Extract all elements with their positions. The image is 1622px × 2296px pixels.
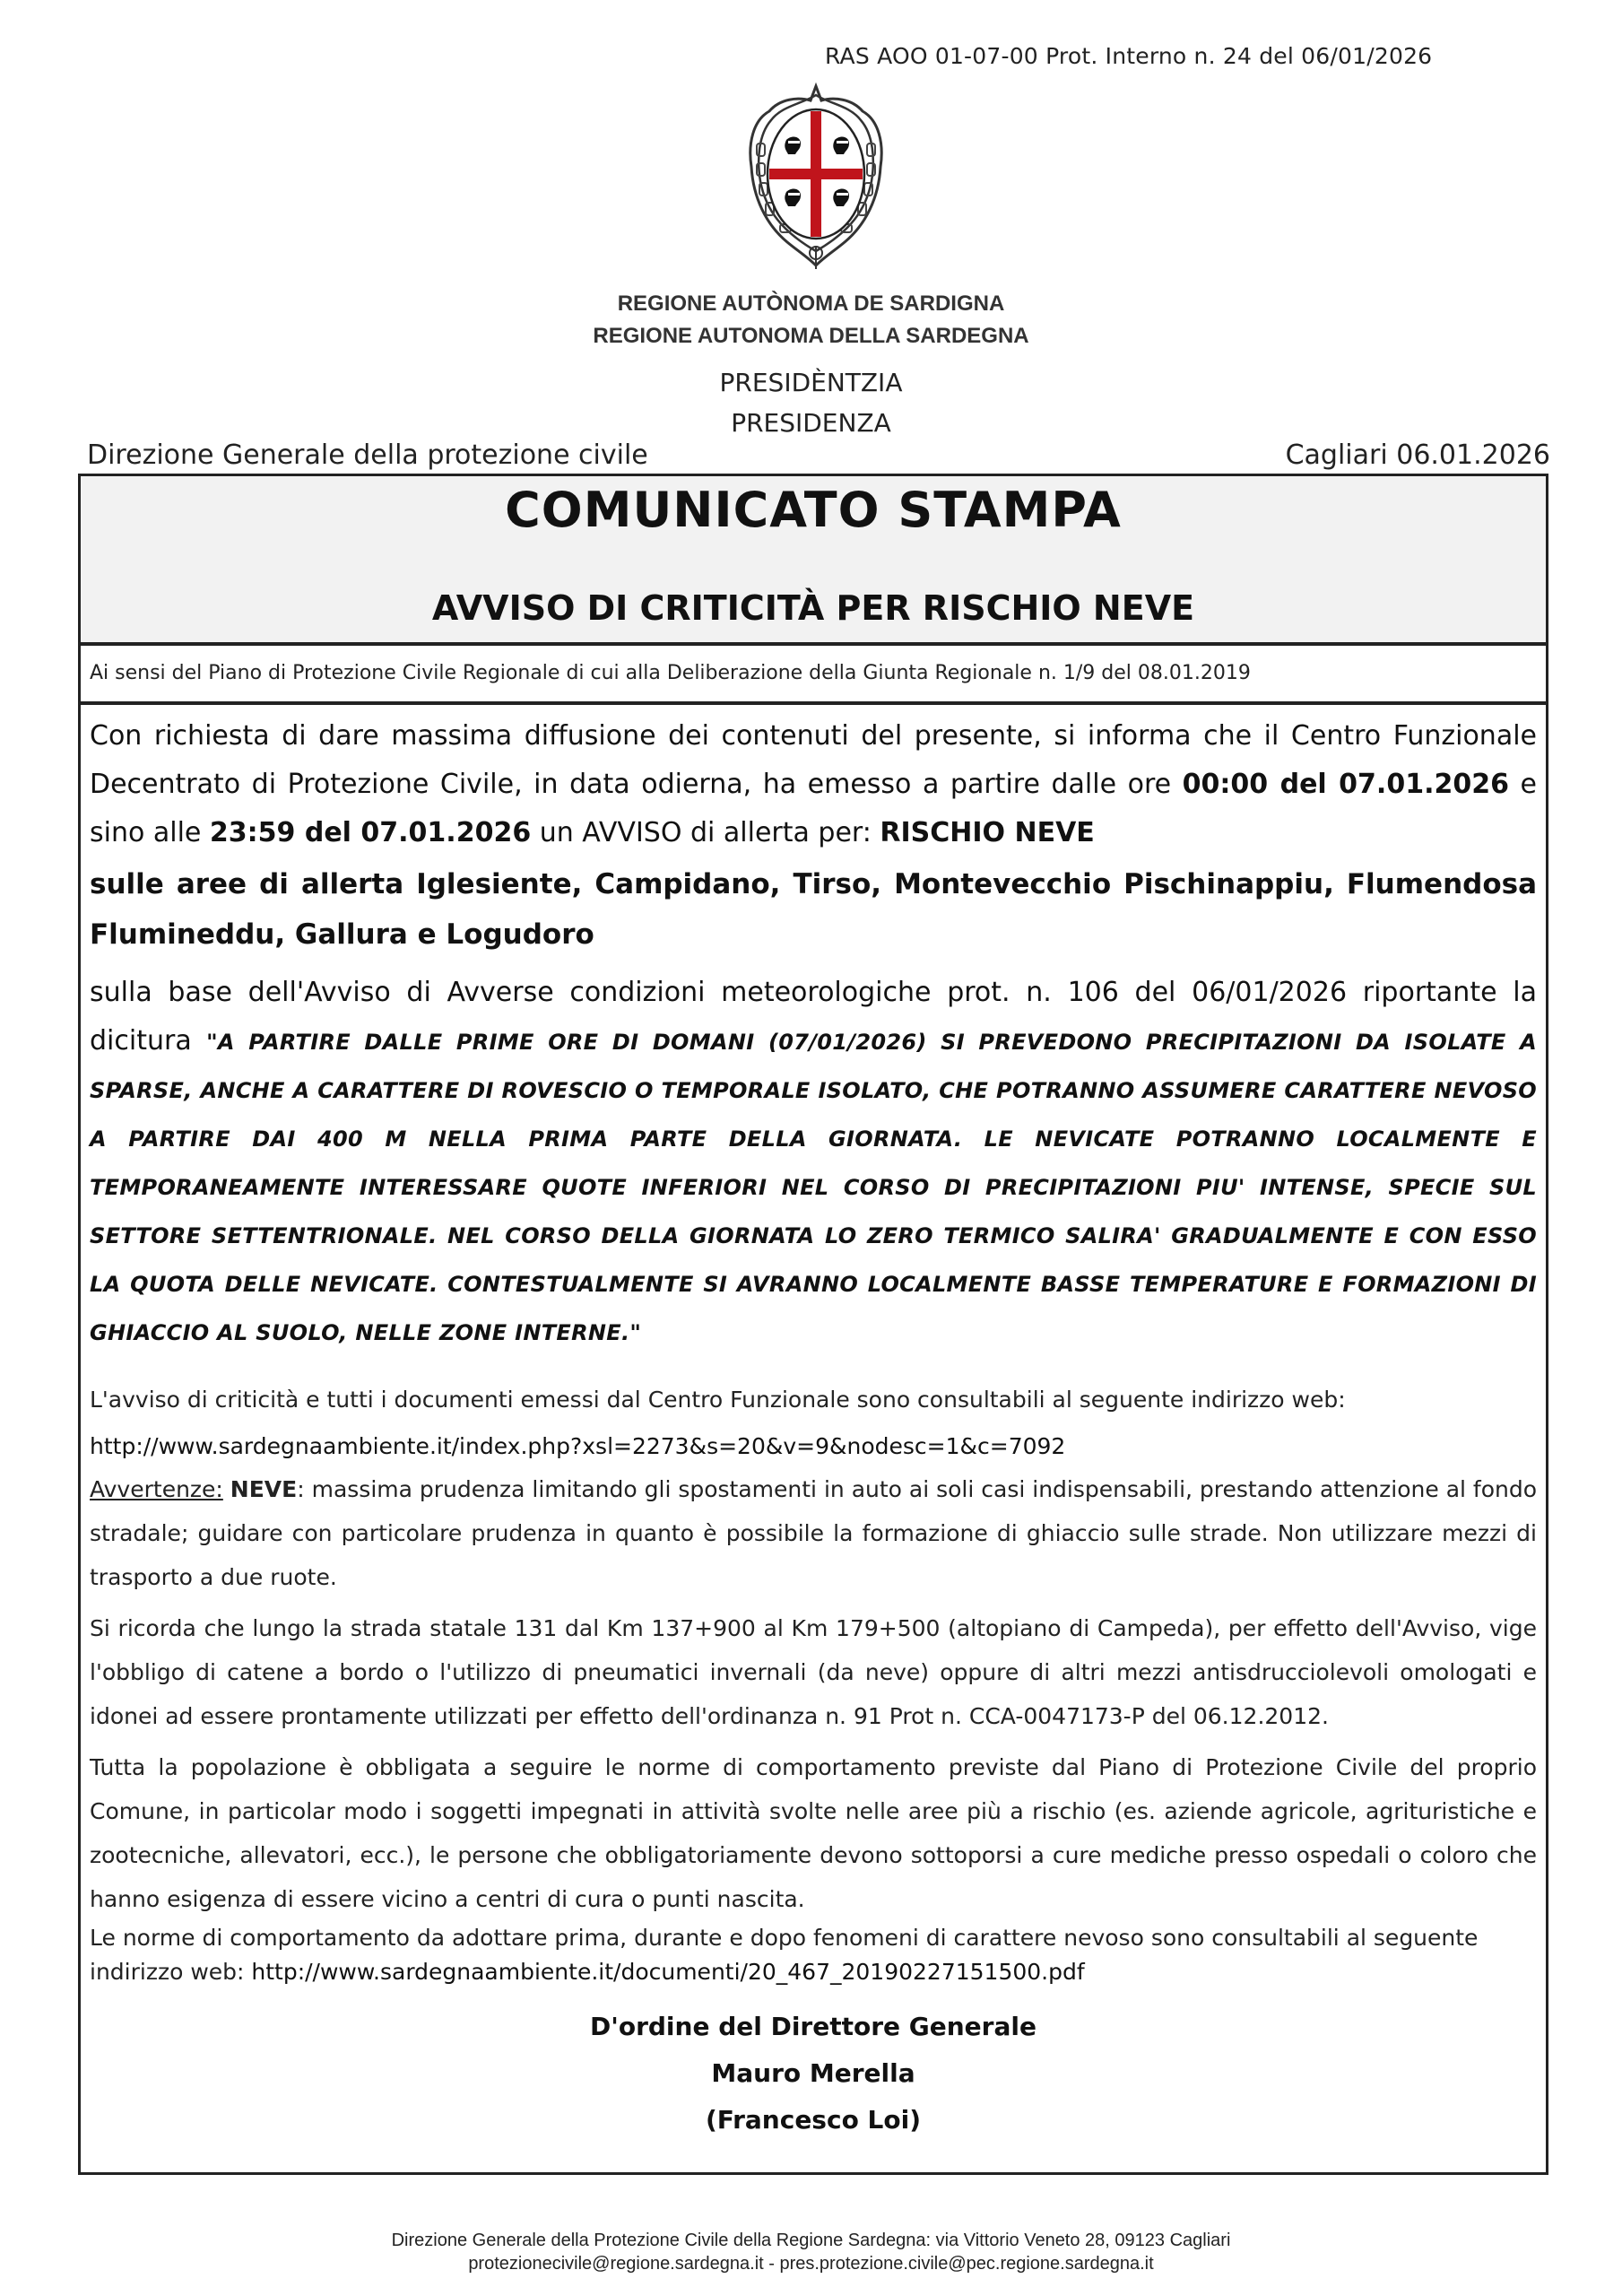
norms-text: Le norme di comportamento da adottare prima, durante e dopo fenomeni di carattere nevoso sono consultabili al seguente indirizzo web: — [90, 1925, 1479, 1985]
footer-emails: protezionecivile@regione.sardegna.it - pres.protezione.civile@pec.regione.sardegna.it — [468, 2254, 1154, 2274]
region-name-italian: REGIONE AUTONOMA DELLA SARDEGNA — [593, 324, 1029, 348]
footer-address: Direzione Generale della Protezione Civile della Regione Sardegna: via Vittorio Veneto 28, 09123 Cagliari — [391, 2231, 1231, 2250]
weather-quote: "A PARTIRE DALLE PRIME ORE DI DOMANI (07/01/2026) SI PREVEDONO PRECIPITAZIONI DA ISOLATE A SPARSE, ANCHE A CARATTERE DI ROVESCIO O TEMPORALE ISOLATO, CHE POTRANNO ASSUMERE CARATTERE NEVOSO A PARTIRE DAI 400 M NELLA PRIMA PARTE DELLA GIORNATA. LE NEVICATE POTRANNO LOCALMENTE E TEMPORANEAMENTE INTERESSARE QUOTE INFERIORI NEL CORSO DI PRECIPITAZIONI PIU' INTENSE, SPECIE SUL SETTORE SETTENTRIONALE. NEL CORSO DELLA GIORNATA LO ZERO TERMICO SALIRA' GRADUALMENTE E CON ESSO LA QUOTA DELLE NEVICATE. CONTESTUALMENTE SI AVRANNO LOCALMENTE BASSE TEMPERATURE E FORMAZIONI DI GHIACCIO AL SUOLO, NELLE ZONE INTERNE." — [90, 1030, 1537, 1345]
page-title: COMUNICATO STAMPA — [505, 482, 1122, 538]
norms-url-link[interactable]: http://www.sardegnaambiente.it/documenti/20_467_20190227151500.pdf — [251, 1959, 1085, 1985]
sardinia-coat-of-arms-icon — [744, 81, 888, 271]
risk-type: RISCHIO NEVE — [880, 817, 1095, 848]
alert-areas: sulle aree di allerta Iglesiente, Campidano, Tirso, Montevecchio Pischinappiu, Flumendosa Flumineddu, Gallura e Logudoro — [90, 868, 1537, 951]
warning-text: : massima prudenza limitando gli spostamenti in auto ai soli casi indispensabili, prestando attenzione al fondo stradale; guidare con particolare prudenza in quanto è possibile la formazione di ghiaccio sulle strade. Non utilizzare mezzi di trasporto a due ruote. — [90, 1476, 1538, 1590]
protocol-number: RAS AOO 01-07-00 Prot. Interno n. 24 del 06/01/2026 — [825, 43, 1433, 69]
press-release-frame — [78, 474, 1548, 2175]
population-note: Tutta la popolazione è obbligata a seguire le norme di comportamento previste dal Piano di Protezione Civile del proprio Comune, in particolar modo i soggetti impegnati in attività svolte nelle aree più a rischio (es. aziende agricole, agrituristiche e zootecniche, allevatori, ecc.), le persone che obbligatoriamente devono sottoporsi a cure mediche presso ospedali o coloro che hanno esigenza di essere vicino a centri di cura o punti nascita. — [90, 1754, 1537, 1912]
basis-text: sulla base dell'Avviso di Avverse condizioni meteorologiche prot. n. 106 del 06/01/2026 riportante la dicitura — [90, 977, 1537, 1057]
intro-text-2: e sino alle — [90, 769, 1537, 848]
presidency-sardinian: PRESIDÈNTZIA — [719, 368, 903, 397]
department-name: Direzione Generale della protezione civile — [87, 439, 648, 471]
page-footer — [0, 2229, 1622, 2275]
norms-paragraph — [90, 1921, 1537, 1989]
signature-name: Mauro Merella — [711, 2058, 915, 2088]
docs-note: L'avviso di criticità e tutti i documenti emessi dal Centro Funzionale sono consultabili al seguente indirizzo web: — [90, 1387, 1346, 1413]
warning-label: Avvertenze: — [90, 1476, 223, 1502]
legal-basis: Ai sensi del Piano di Protezione Civile Regionale di cui alla Deliberazione della Giunta Regionale n. 1/9 del 08.01.2019 — [81, 646, 1546, 705]
place-date: Cagliari 06.01.2026 — [1285, 439, 1550, 471]
press-release-body — [81, 705, 1546, 2144]
warning-keyword: NEVE — [230, 1476, 298, 1502]
start-time: 00:00 del 07.01.2026 — [1182, 769, 1509, 800]
presidency-italian: PRESIDENZA — [731, 408, 891, 438]
intro-paragraph — [90, 712, 1537, 857]
page-subtitle: AVVISO DI CRITICITÀ PER RISCHIO NEVE — [431, 588, 1195, 628]
press-release-header — [81, 476, 1546, 646]
end-time: 23:59 del 07.01.2026 — [209, 817, 532, 848]
road-note: Si ricorda che lungo la strada statale 131 dal Km 137+900 al Km 179+500 (altopiano di Campeda), per effetto dell'Avviso, vige l'obbligo di catene a bordo o l'utilizzo di pneumatici invernali (da neve) oppure di altri mezzi antisdrucciolevoli omologati e idonei ad essere prontamente utilizzati per effetto dell'ordinanza n. 91 Prot n. CCA-0047173-P del 06.12.2012. — [90, 1615, 1537, 1729]
intro-text-1: Con richiesta di dare massima diffusione dei contenuti del presente, si informa che il Centro Funzionale Decentrato di Protezione Civile, in data odierna, ha emesso a partire dalle ore — [90, 720, 1537, 800]
intro-text-3: un AVVISO di allerta per: — [531, 817, 880, 848]
basis-paragraph — [90, 969, 1537, 1356]
region-name-sardinian: REGIONE AUTÒNOMA DE SARDIGNA — [617, 291, 1005, 316]
docs-url-link[interactable]: http://www.sardegnaambiente.it/index.php?xsl=2273&s=20&v=9&nodesc=1&c=7092 — [90, 1433, 1066, 1459]
warnings-paragraph — [90, 1467, 1537, 1599]
signature-signatory: (Francesco Loi) — [705, 2105, 922, 2135]
signature-line-1: D'ordine del Direttore Generale — [590, 2012, 1037, 2041]
